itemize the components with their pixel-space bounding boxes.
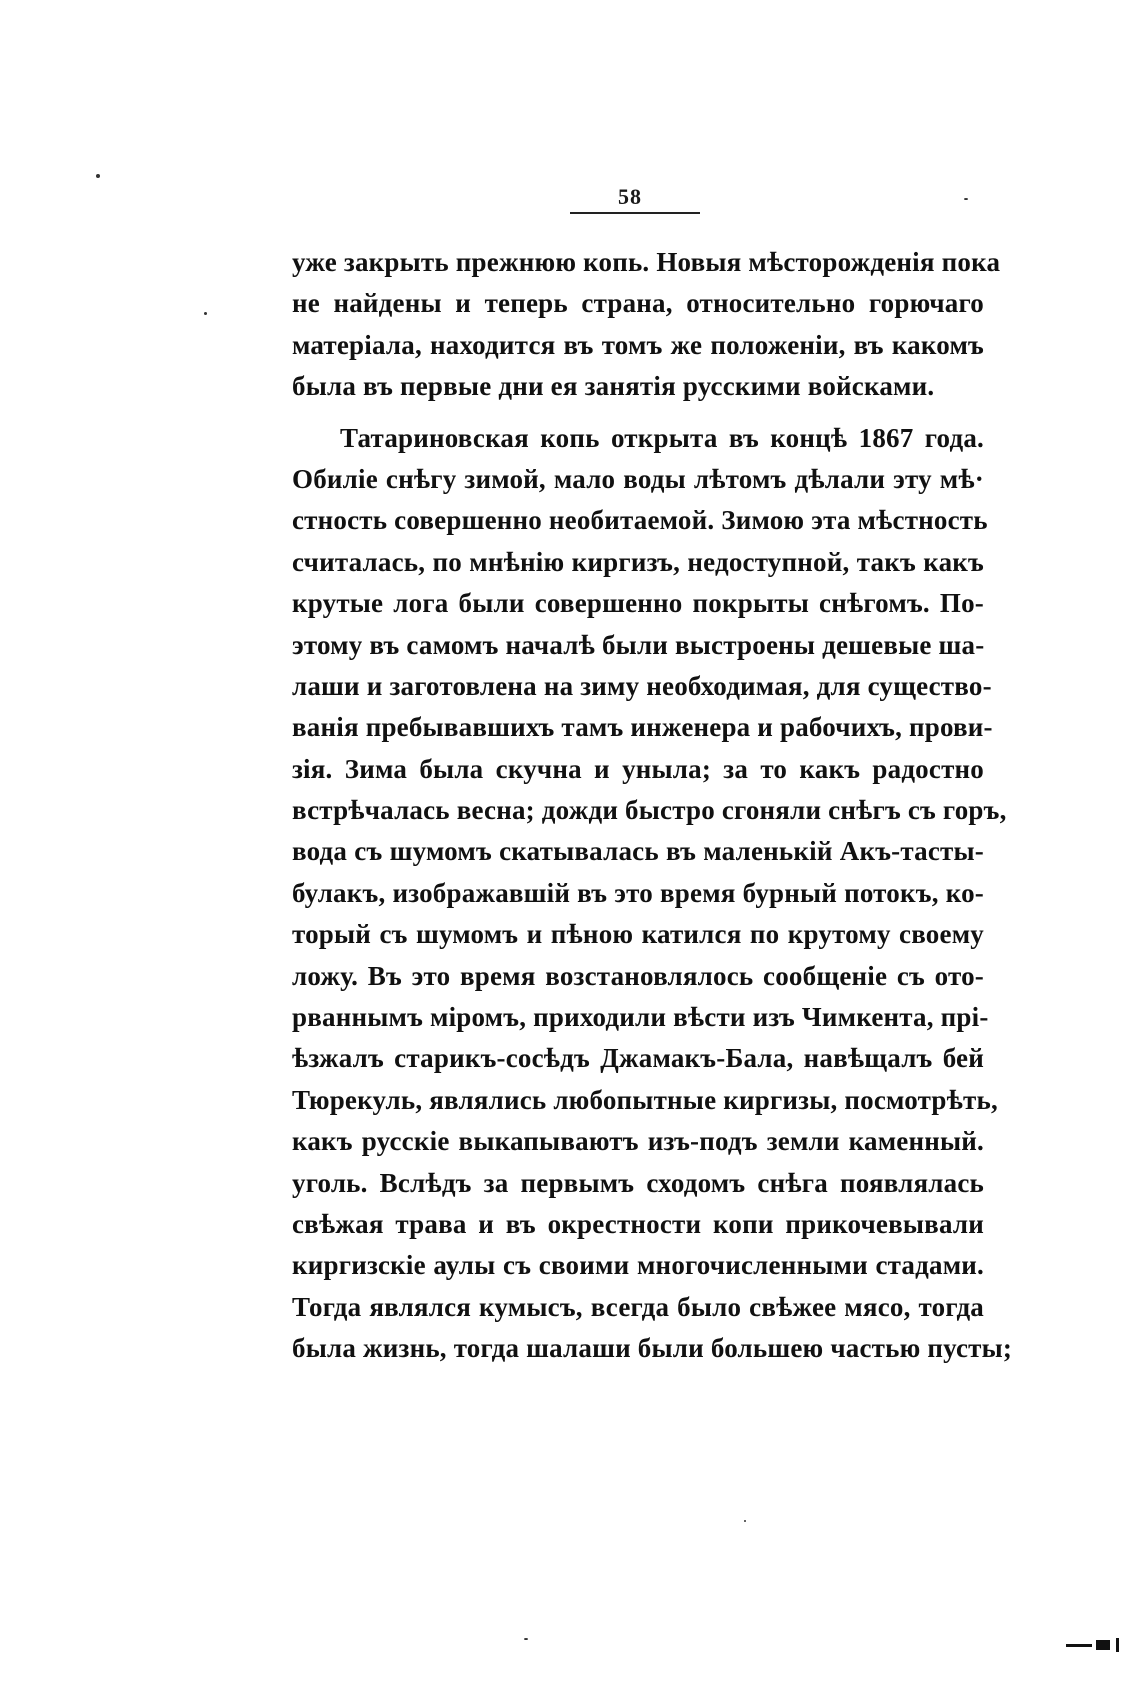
text-line: встрѣчалась весна; дожди быстро сгоняли снѣгъ съ горъ, bbox=[292, 795, 1007, 826]
text-line: уголь. Вслѣдъ за первымъ сходомъ снѣга появлялась bbox=[292, 1167, 984, 1198]
scan-corner-mark bbox=[1066, 1638, 1122, 1652]
scan-speck bbox=[524, 1638, 528, 1640]
text-line: Тюрекуль, являлись любопытные киргизы, посмотрѣть, bbox=[292, 1084, 998, 1115]
text-line: какъ русскіе выкапываютъ изъ-подъ земли каменный. bbox=[292, 1126, 984, 1157]
text-line: зія. Зима была скучна и уныла; за то какъ радостно bbox=[292, 753, 984, 784]
text-line: уже закрыть прежнюю копь. Новыя мѣсторожденія пока bbox=[292, 247, 1001, 277]
text-line: ванія пребывавшихъ тамъ инженера и рабочихъ, прови- bbox=[292, 712, 993, 743]
text-line: свѣжая трава и въ окрестности копи прикочевывали bbox=[292, 1208, 984, 1239]
text-line: стность совершенно необитаемой. Зимою эта мѣстность bbox=[292, 505, 988, 536]
text-line: вода съ шумомъ скатывалась въ маленькій Акъ-тасты- bbox=[292, 836, 984, 867]
text-line: крутые лога были совершенно покрыты снѣгомъ. По- bbox=[292, 588, 984, 619]
scan-speck bbox=[964, 198, 968, 200]
text-line: Тогда являлся кумысъ, всегда было свѣжее мясо, тогда bbox=[292, 1291, 984, 1322]
page-number: 58 bbox=[618, 184, 642, 209]
text-line: киргизскіе аулы съ своими многочисленными стадами. bbox=[292, 1250, 984, 1281]
text-line: торый съ шумомъ и пѣною катился по крутому своему bbox=[292, 919, 984, 950]
paragraph-first-line: Татариновская копь открыта въ концѣ 1867 года. bbox=[340, 422, 984, 453]
text-line: ѣзжалъ старикъ-сосѣдъ Джамакъ-Бала, навѣщалъ бей bbox=[292, 1043, 984, 1074]
text-line: ложу. Въ это время возстановлялось сообщеніе съ ото- bbox=[292, 960, 984, 991]
scan-speck bbox=[204, 312, 207, 315]
page-number-rule bbox=[570, 212, 700, 214]
scan-speck bbox=[744, 1520, 746, 1522]
text-line: булакъ, изображавшій въ это время бурный потокъ, ко- bbox=[292, 877, 984, 908]
text-line: была въ первые дни ея занятія русскими войсками. bbox=[292, 371, 935, 402]
text-line: была жизнь, тогда шалаши были большею частью пусты; bbox=[292, 1333, 1013, 1364]
text-line: Обиліе снѣгу зимой, мало воды лѣтомъ дѣлали эту мѣ· bbox=[292, 463, 984, 494]
text-line: матеріала, находится въ томъ же положеніи, въ какомъ bbox=[292, 329, 984, 360]
body-text bbox=[292, 242, 1013, 1370]
text-line: этому въ самомъ началѣ были выстроены дешевые ша- bbox=[292, 629, 985, 660]
scan-speck bbox=[96, 174, 100, 178]
text-line: считалась, по мнѣнію киргизъ, недоступной, такъ какъ bbox=[292, 546, 984, 577]
text-line: рваннымъ міромъ, приходили вѣсти изъ Чимкента, прі- bbox=[292, 1002, 989, 1033]
text-line: лаши и заготовлена на зиму необходимая, для существо- bbox=[292, 670, 992, 701]
text-line: не найдены и теперь страна, относительно горючаго bbox=[292, 288, 984, 319]
